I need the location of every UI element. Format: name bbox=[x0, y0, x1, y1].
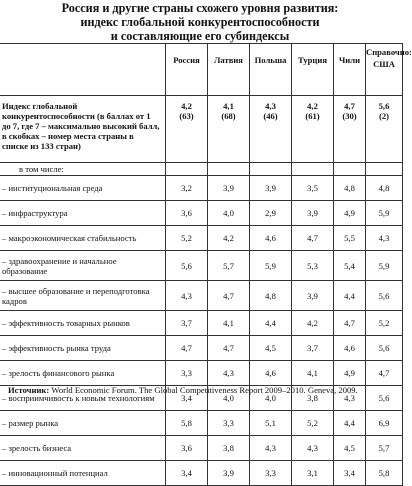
value-cell: 4,4 bbox=[334, 411, 366, 436]
value-cell: 5,4 bbox=[334, 251, 366, 281]
summary-score: 4,3 bbox=[265, 101, 276, 111]
value-cell: 3,5 bbox=[292, 176, 334, 201]
value-cell: 6,9 bbox=[366, 411, 403, 436]
row-label bbox=[0, 201, 166, 226]
value-cell: 3,3 bbox=[250, 461, 292, 486]
value-cell: 3,8 bbox=[208, 436, 250, 461]
summary-cell bbox=[292, 96, 334, 163]
including-row bbox=[0, 163, 403, 176]
value-cell: 4,3 bbox=[208, 361, 250, 386]
value-cell: 5,9 bbox=[366, 201, 403, 226]
value-cell: 4,7 bbox=[292, 226, 334, 251]
value-cell: 3,2 bbox=[166, 176, 208, 201]
value-cell: 3,4 bbox=[166, 386, 208, 411]
table-row bbox=[0, 311, 403, 336]
value-cell: 3,4 bbox=[166, 461, 208, 486]
value-cell: 5,2 bbox=[292, 411, 334, 436]
table-row bbox=[0, 336, 403, 361]
value-cell: 4,5 bbox=[334, 436, 366, 461]
row-label bbox=[0, 176, 166, 201]
value-cell: 4,3 bbox=[166, 281, 208, 311]
row-label-line: – восприимчивость к новым технологиям bbox=[2, 393, 155, 403]
value-cell: 4,4 bbox=[334, 281, 366, 311]
title-line-3: и составляющие его субиндексы bbox=[110, 29, 290, 43]
title-line-2: индекс глобальной конкурентоспособности bbox=[80, 15, 320, 29]
value-cell: 4,4 bbox=[250, 311, 292, 336]
value-cell: 5,1 bbox=[250, 411, 292, 436]
row-label-line: – высшее образование и переподготовка bbox=[2, 285, 150, 296]
value-cell: 4,8 bbox=[334, 176, 366, 201]
value-cell: 4,3 bbox=[334, 386, 366, 411]
value-cell: 5,7 bbox=[366, 436, 403, 461]
summary-cell bbox=[366, 96, 403, 163]
value-cell: 4,7 bbox=[366, 361, 403, 386]
title-line-1: Россия и другие страны схожего уровня развития: bbox=[61, 1, 339, 15]
summary-score: 4,2 bbox=[307, 101, 318, 111]
value-cell: 5,9 bbox=[366, 251, 403, 281]
row-label bbox=[0, 361, 166, 386]
summary-rank: (46) bbox=[263, 111, 278, 121]
column-header: Россия bbox=[166, 44, 208, 96]
value-cell: 4,1 bbox=[292, 361, 334, 386]
row-label-line: образование bbox=[2, 265, 48, 276]
row-label bbox=[0, 226, 166, 251]
value-cell: 3,3 bbox=[166, 361, 208, 386]
value-cell: 4,6 bbox=[250, 361, 292, 386]
value-cell: 3,6 bbox=[166, 201, 208, 226]
row-label-line: кадров bbox=[2, 295, 27, 306]
row-label-line: – институциональная среда bbox=[2, 183, 103, 193]
row-label-line: – инновационный потенциал bbox=[2, 468, 108, 478]
row-label bbox=[0, 251, 166, 281]
table-row bbox=[0, 411, 403, 436]
value-cell: 3,3 bbox=[208, 411, 250, 436]
summary-rank: (68) bbox=[221, 111, 236, 121]
value-cell: 3,7 bbox=[292, 336, 334, 361]
row-label-line: – размер рынка bbox=[2, 418, 59, 428]
value-cell: 4,0 bbox=[208, 201, 250, 226]
summary-cell bbox=[334, 96, 366, 163]
value-cell: 3,1 bbox=[292, 461, 334, 486]
reference-label: Справочно: bbox=[366, 47, 412, 57]
header-empty-cell bbox=[0, 44, 166, 96]
value-cell: 2,9 bbox=[250, 201, 292, 226]
summary-score: 5,6 bbox=[378, 101, 390, 111]
value-cell: 3,4 bbox=[334, 461, 366, 486]
value-cell: 4,7 bbox=[334, 311, 366, 336]
value-cell: 3,9 bbox=[208, 176, 250, 201]
value-cell: 5,6 bbox=[166, 251, 208, 281]
value-cell: 4,7 bbox=[166, 336, 208, 361]
value-cell: 5,6 bbox=[366, 281, 403, 311]
value-cell: 4,2 bbox=[208, 226, 250, 251]
value-cell: 5,5 bbox=[334, 226, 366, 251]
summary-label-line: конкурентоспособности (в баллах от 1 bbox=[2, 111, 151, 121]
value-cell: 3,9 bbox=[292, 201, 334, 226]
value-cell: 4,3 bbox=[292, 436, 334, 461]
source-label: Источник: bbox=[8, 385, 50, 395]
table-row bbox=[0, 361, 403, 386]
value-cell: 4,8 bbox=[366, 176, 403, 201]
value-cell: 5,3 bbox=[292, 251, 334, 281]
summary-score: 4,2 bbox=[181, 101, 192, 111]
value-cell: 3,9 bbox=[208, 461, 250, 486]
value-cell: 4,6 bbox=[250, 226, 292, 251]
summary-cell bbox=[208, 96, 250, 163]
value-cell: 4,7 bbox=[208, 281, 250, 311]
value-cell: 4,6 bbox=[334, 336, 366, 361]
value-cell: 5,8 bbox=[366, 461, 403, 486]
row-label-line: – эффективность товарных рынков bbox=[2, 318, 130, 328]
including-label: в том числе: bbox=[0, 163, 166, 176]
value-cell: 4,9 bbox=[334, 361, 366, 386]
value-cell: 4,5 bbox=[250, 336, 292, 361]
row-label-line: – зрелость бизнеса bbox=[2, 443, 72, 453]
value-cell: 5,6 bbox=[366, 386, 403, 411]
table-row bbox=[0, 281, 403, 311]
summary-rank: (61) bbox=[305, 111, 320, 121]
row-label-line: – макроэкономическая стабильность bbox=[2, 233, 137, 243]
value-cell: 5,6 bbox=[366, 336, 403, 361]
row-label bbox=[0, 411, 166, 436]
row-label-line: – зрелость финансового рынка bbox=[2, 368, 115, 378]
value-cell: 4,2 bbox=[292, 311, 334, 336]
row-label bbox=[0, 336, 166, 361]
row-label bbox=[0, 436, 166, 461]
value-cell: 5,9 bbox=[250, 251, 292, 281]
summary-label-line: до 7, где 7 – максимально высокий балл, bbox=[2, 121, 160, 131]
row-label-line: – эффективность рынка труда bbox=[2, 343, 111, 353]
column-header: Польша bbox=[250, 44, 292, 96]
summary-rank: (2) bbox=[378, 111, 390, 121]
header-row bbox=[0, 44, 403, 96]
value-cell: 3,6 bbox=[166, 436, 208, 461]
value-cell: 4,8 bbox=[250, 281, 292, 311]
row-label bbox=[0, 281, 166, 311]
table-row bbox=[0, 176, 403, 201]
table-row bbox=[0, 201, 403, 226]
summary-label-line: списке из 133 стран) bbox=[2, 141, 81, 151]
summary-rank: (30) bbox=[342, 111, 357, 121]
column-header: Чили bbox=[334, 44, 366, 96]
summary-score: 4,7 bbox=[344, 101, 355, 111]
column-header: Турция bbox=[292, 44, 334, 96]
source-note bbox=[8, 385, 358, 395]
table-row bbox=[0, 226, 403, 251]
summary-score: 4,1 bbox=[223, 101, 234, 111]
table-title bbox=[0, 0, 400, 43]
value-cell: 4,7 bbox=[208, 336, 250, 361]
row-label bbox=[0, 311, 166, 336]
value-cell: 3,9 bbox=[292, 281, 334, 311]
row-label-line: – инфраструктура bbox=[2, 208, 68, 218]
row-label-line: – здравоохранение и начальное bbox=[2, 255, 117, 266]
summary-row bbox=[0, 96, 403, 163]
table-row bbox=[0, 436, 403, 461]
value-cell: 3,9 bbox=[250, 176, 292, 201]
value-cell: 4,3 bbox=[366, 226, 403, 251]
value-cell: 3,7 bbox=[166, 311, 208, 336]
value-cell: 4,0 bbox=[250, 386, 292, 411]
value-cell: 4,9 bbox=[334, 201, 366, 226]
summary-cell bbox=[250, 96, 292, 163]
row-label bbox=[0, 461, 166, 486]
summary-label bbox=[0, 96, 166, 163]
value-cell: 5,8 bbox=[166, 411, 208, 436]
summary-label-line: в скобках – номер места страны в bbox=[2, 131, 134, 141]
summary-cell bbox=[166, 96, 208, 163]
value-cell: 5,2 bbox=[366, 311, 403, 336]
reference-column-header bbox=[366, 44, 412, 96]
column-header: Латвия bbox=[208, 44, 250, 96]
value-cell: 5,2 bbox=[166, 226, 208, 251]
value-cell: 4,1 bbox=[208, 311, 250, 336]
value-cell: 4,0 bbox=[208, 386, 250, 411]
table-row bbox=[0, 251, 403, 281]
summary-label-line: Индекс глобальной bbox=[2, 101, 78, 111]
value-cell: 3,8 bbox=[292, 386, 334, 411]
summary-rank: (63) bbox=[179, 111, 194, 121]
value-cell: 4,3 bbox=[250, 436, 292, 461]
table-row bbox=[0, 461, 403, 486]
source-text: World Economic Forum. The Global Competitiveness Report 2009–2010. Geneva, 2009. bbox=[51, 385, 358, 395]
reference-country: США bbox=[373, 59, 395, 69]
value-cell: 5,7 bbox=[208, 251, 250, 281]
competitiveness-table bbox=[0, 43, 412, 486]
